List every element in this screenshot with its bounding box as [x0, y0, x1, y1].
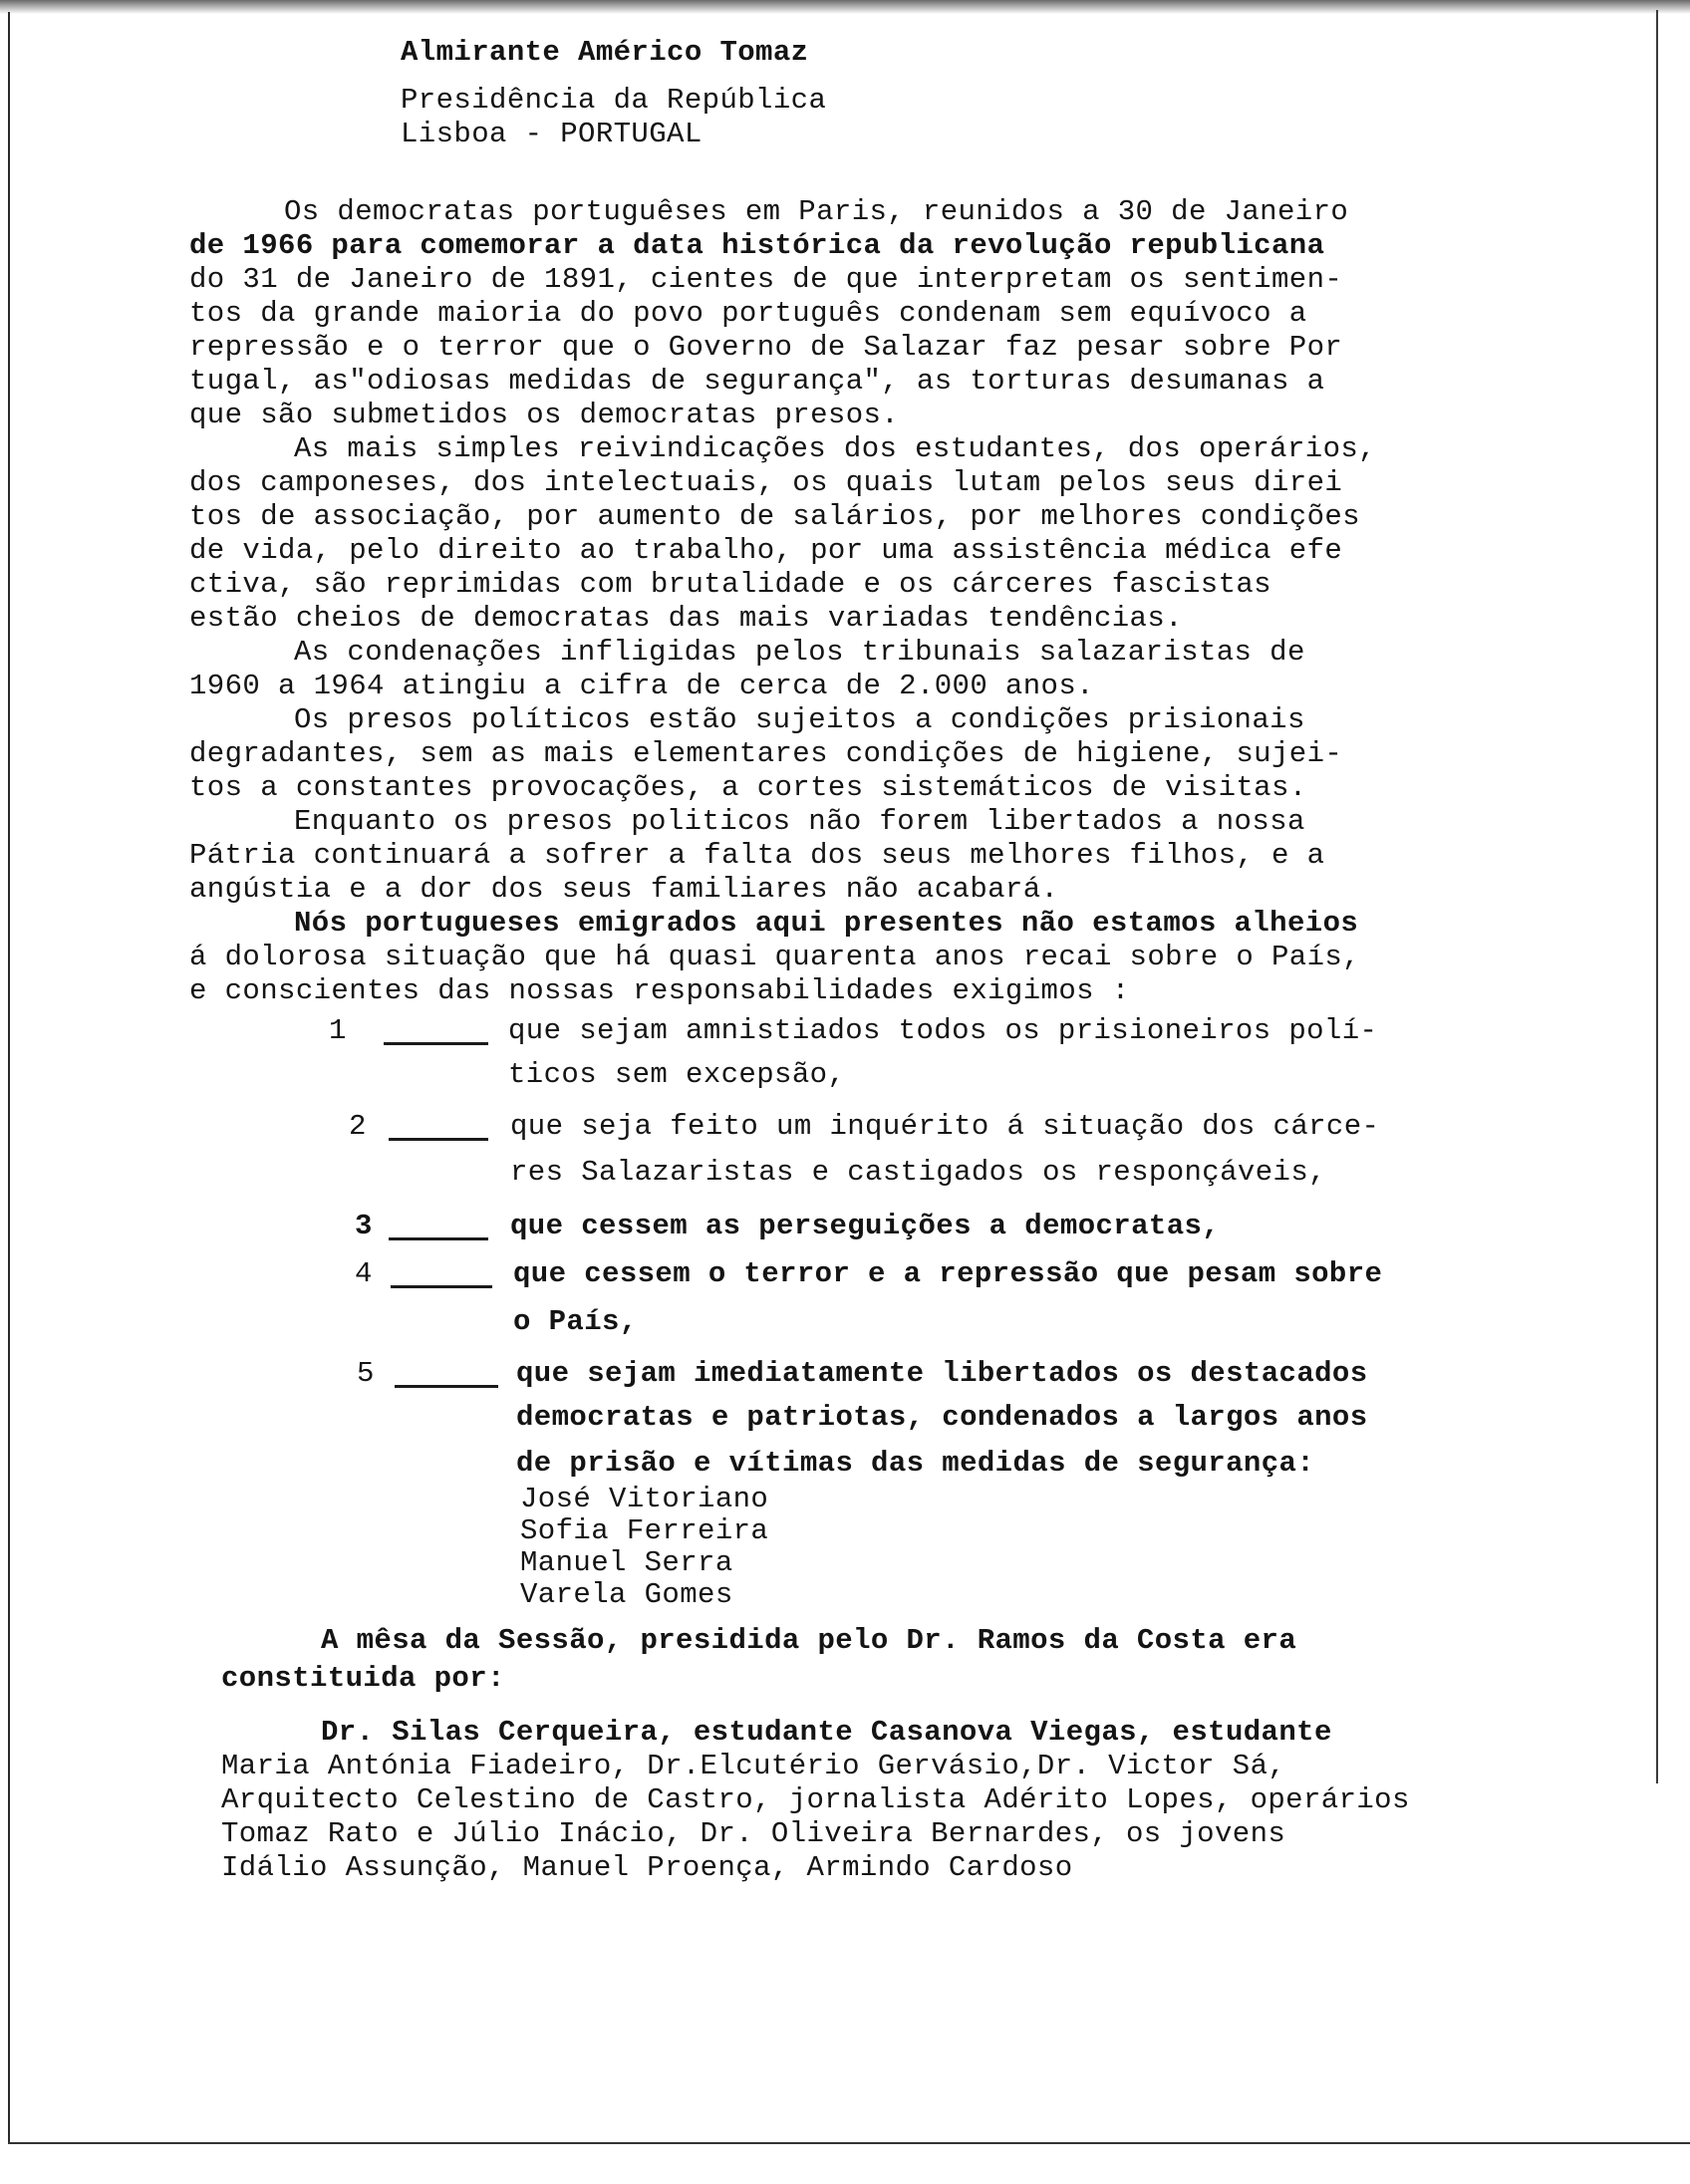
demand-4-line-2: o País, [513, 1305, 638, 1338]
p4-line-1: Os presos políticos estão sujeitos a condições prisionais [294, 703, 1305, 736]
demand-dash [384, 1042, 488, 1045]
session-member-line-4: Tomaz Rato e Júlio Inácio, Dr. Oliveira Bernardes, os jovens [221, 1817, 1286, 1850]
p1-line-7: que são submetidos os democratas presos. [189, 399, 900, 431]
p6-line-2: á dolorosa situação que há quasi quarenta anos recai sobre o País, [189, 941, 1360, 973]
p2-line-2: dos camponeses, dos intelectuais, os quais lutam pelos seus direi [189, 466, 1343, 499]
addressee-office: Presidência da República [401, 84, 827, 117]
session-intro-line-1: A mêsa da Sessão, presidida pelo Dr. Ramos da Costa era [321, 1624, 1297, 1657]
demand-number: 2 [349, 1110, 367, 1143]
prisoner-name: Sofia Ferreira [520, 1514, 769, 1547]
session-member-line-2: Maria Antónia Fiadeiro, Dr.Elcutério Gervásio,Dr. Victor Sá, [221, 1750, 1286, 1782]
addressee-city: Lisboa - PORTUGAL [401, 118, 703, 150]
p2-line-3: tos de associação, por aumento de salários, por melhores condições [189, 500, 1360, 533]
p5-line-1: Enquanto os presos politicos não forem libertados a nossa [294, 805, 1305, 838]
p1-line-4: tos da grande maioria do povo português condenam sem equívoco a [189, 297, 1307, 330]
p2-line-6: estão cheios de democratas das mais variadas tendências. [189, 602, 1183, 635]
p4-line-3: tos a constantes provocações, a cortes sistemáticos de visitas. [189, 771, 1307, 804]
p1-line-3: do 31 de Janeiro de 1891, cientes de que interpretam os sentimen- [189, 263, 1343, 296]
p6-line-1: Nós portugueses emigrados aqui presentes não estamos alheios [294, 907, 1359, 940]
demand-2-line-1: que seja feito um inquérito á situação dos cárce- [510, 1110, 1380, 1143]
demand-number: 3 [355, 1210, 373, 1242]
demand-1-line-2: ticos sem excepsão, [508, 1058, 846, 1091]
p1-line-2: de 1966 para comemorar a data histórica da revolução republicana [189, 229, 1325, 262]
p3-line-2: 1960 a 1964 atingiu a cifra de cerca de 2.000 anos. [189, 670, 1094, 702]
p5-line-2: Pátria continuará a sofrer a falta dos seus melhores filhos, e a [189, 839, 1325, 872]
p6-line-3: e conscientes das nossas responsabilidades exigimos : [189, 974, 1130, 1007]
demand-5-line-2: democratas e patriotas, condenados a largos anos [516, 1401, 1368, 1434]
demand-dash [395, 1385, 498, 1388]
demand-1-line-1: que sejam amnistiados todos os prisioneiros polí- [508, 1014, 1378, 1047]
prisoner-name: Manuel Serra [520, 1546, 733, 1579]
demand-4-line-1: que cessem o terror e a repressão que pesam sobre [513, 1257, 1383, 1290]
demand-3-line-1: que cessem as perseguições a democratas, [510, 1210, 1221, 1242]
p4-line-2: degradantes, sem as mais elementares condições de higiene, sujei- [189, 737, 1343, 770]
p2-line-1: As mais simples reivindicações dos estudantes, dos operários, [294, 432, 1376, 465]
session-intro-line-2: constituida por: [221, 1662, 505, 1695]
session-member-line-5: Idálio Assunção, Manuel Proença, Armindo Cardoso [221, 1851, 1073, 1884]
session-member-line-1: Dr. Silas Cerqueira, estudante Casanova Viegas, estudante [321, 1716, 1332, 1749]
prisoner-name: Varela Gomes [520, 1578, 733, 1611]
demand-number: 1 [329, 1014, 347, 1047]
p2-line-5: ctiva, são reprimidas com brutalidade e os cárceres fascistas [189, 568, 1271, 601]
p3-line-1: As condenações infligidas pelos tribunais salazaristas de [294, 636, 1305, 669]
demand-2-line-2: res Salazaristas e castigados os responçáveis, [510, 1156, 1326, 1189]
p5-line-3: angústia e a dor dos seus familiares não acabará. [189, 873, 1059, 906]
p2-line-4: de vida, pelo direito ao trabalho, por uma assistência médica efe [189, 534, 1343, 567]
demand-5-line-3: de prisão e vítimas das medidas de segurança: [516, 1447, 1315, 1480]
prisoner-name: José Vitoriano [520, 1483, 769, 1515]
p1-line-6: tugal, as"odiosas medidas de segurança", as torturas desumanas a [189, 365, 1325, 398]
demand-number: 5 [357, 1357, 375, 1390]
demand-dash [389, 1237, 488, 1240]
addressee-name: Almirante Américo Tomaz [401, 36, 809, 69]
p1-line-1: Os democratas portuguêses em Paris, reunidos a 30 de Janeiro [284, 195, 1349, 228]
session-member-line-3: Arquitecto Celestino de Castro, jornalista Adérito Lopes, operários [221, 1783, 1410, 1816]
demand-dash [391, 1285, 492, 1288]
p1-line-5: repressão e o terror que o Governo de Salazar faz pesar sobre Por [189, 331, 1343, 364]
demand-dash [389, 1138, 488, 1141]
demand-number: 4 [355, 1257, 373, 1290]
demand-5-line-1: que sejam imediatamente libertados os destacados [516, 1357, 1368, 1390]
